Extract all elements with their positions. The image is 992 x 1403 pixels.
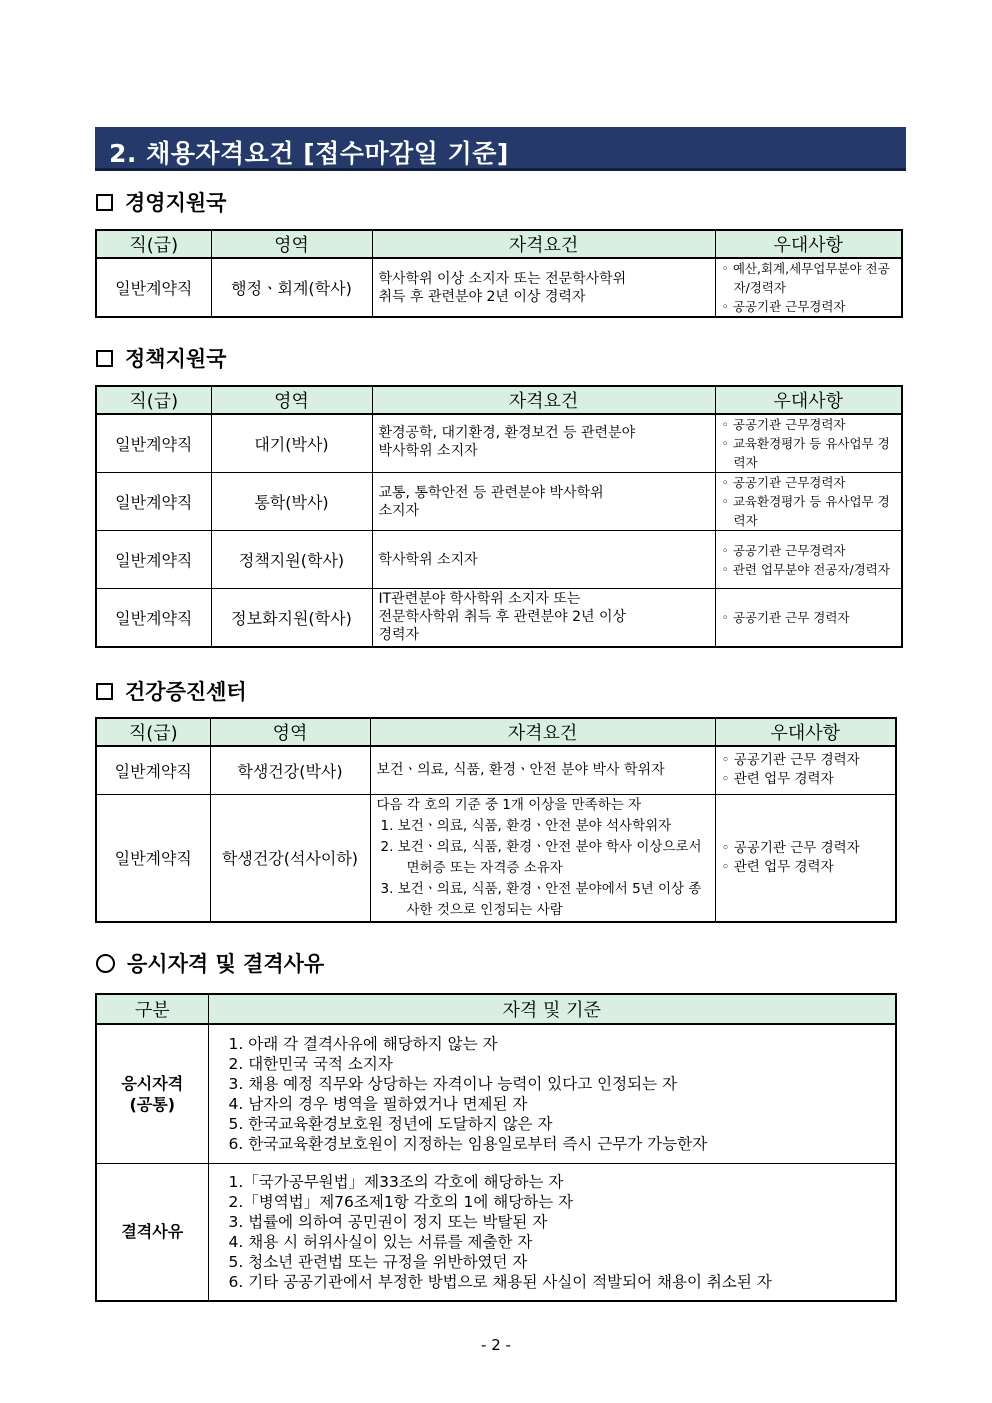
- header-pref: 우대사항: [715, 386, 902, 414]
- criteria-item: 2. 대한민국 국적 소지자: [228, 1054, 393, 1073]
- cell-field: 정책지원(학사): [211, 531, 372, 589]
- criteria-item: 1. 아래 각 결격사유에 해당하지 않는 자: [228, 1034, 498, 1053]
- pref-line: ◦ 공공기관 근무경력자: [721, 299, 846, 314]
- label-line: (공통): [129, 1094, 176, 1114]
- cell-field: 학생건강(박사): [210, 746, 370, 794]
- header-field: 영역: [210, 718, 370, 746]
- banner-title: 2. 채용자격요건 [접수마감일 기준]: [109, 139, 509, 168]
- criteria-item: 2.「병역법」제76조제1항 각호의 1에 해당하는 자: [228, 1192, 574, 1211]
- cell-grade: 일반계약직: [96, 473, 211, 531]
- table-row: [96, 1163, 896, 1301]
- qual-line: 학사학위 소지자: [378, 551, 478, 568]
- label-line: 응시자격: [121, 1073, 184, 1093]
- pref-line: ◦ 관련 업무분야 전공자/경력자: [721, 561, 890, 577]
- criteria-item: 4. 채용 시 허위사실이 있는 서류를 제출한 자: [228, 1232, 533, 1251]
- cell-qual: [372, 258, 715, 317]
- header-qual: 자격요건: [372, 386, 715, 414]
- criteria-item: 5. 청소년 관련법 또는 규정을 위반하였던 자: [228, 1252, 528, 1271]
- cell-pref: [715, 473, 902, 531]
- cell-qual: [372, 414, 715, 473]
- cell-grade: 일반계약직: [96, 589, 211, 647]
- table-row: [96, 589, 902, 647]
- section-title: 정책지원국: [125, 346, 227, 371]
- section-title: 응시자격 및 결격사유: [127, 951, 325, 976]
- qual-line: 취득 후 관련분야 2년 이상 경력자: [378, 288, 586, 305]
- pref-line: ◦ 교육환경평가 등 유사업무 경력자: [721, 494, 890, 528]
- cell-qual: [372, 473, 715, 531]
- circle-bullet-icon: [96, 954, 115, 973]
- cell-pref: [715, 589, 902, 647]
- cell-qual: [370, 794, 715, 922]
- qual-line: IT관련분야 학사학위 소지자 또는: [378, 591, 581, 608]
- cell-qual: [372, 589, 715, 647]
- cell-field: 행정ㆍ회계(학사): [211, 258, 372, 317]
- cell-qual: [370, 746, 715, 794]
- criteria-item: 3. 법률에 의하여 공민권이 정지 또는 박탈된 자: [228, 1212, 548, 1231]
- cell-field: 정보화지원(학사): [211, 589, 372, 647]
- pref-line: ◦ 공공기관 근무경력자: [721, 475, 846, 490]
- cell-criteria: [208, 1163, 896, 1301]
- qual-line: 전문학사학위 취득 후 관련분야 2년 이상: [378, 609, 627, 626]
- table-row: [96, 794, 896, 922]
- pref-line: ◦ 공공기관 근무경력자: [721, 417, 846, 432]
- qual-line: 소지자: [378, 502, 420, 519]
- table-row: [96, 746, 896, 794]
- cell-pref: [715, 746, 896, 794]
- header-category: 구분: [96, 994, 208, 1024]
- header-qual: 자격요건: [370, 718, 715, 746]
- header-field: 영역: [211, 230, 372, 258]
- qual-line: 교통, 통학안전 등 관련분야 박사학위: [378, 484, 604, 501]
- qual-line: 보건ㆍ의료, 식품, 환경ㆍ안전 분야 박사 학위자: [376, 762, 665, 779]
- header-qual: 자격요건: [372, 230, 715, 258]
- pref-line: ◦ 공공기관 근무경력자: [721, 542, 846, 558]
- cell-grade: 일반계약직: [96, 258, 211, 317]
- criteria-item: 4. 남자의 경우 병역을 필하였거나 면제된 자: [228, 1094, 528, 1113]
- page-number: - 2 -: [481, 1336, 511, 1354]
- criteria-item: 1.「국가공무원법」제33조의 각호에 해당하는 자: [228, 1172, 564, 1191]
- section-heading-policy: [96, 343, 226, 373]
- header-criteria: 자격 및 기준: [208, 994, 896, 1024]
- cell-pref: [715, 414, 902, 473]
- cell-pref: [715, 531, 902, 589]
- header-pref: 우대사항: [715, 718, 896, 746]
- qual-line: 박사학위 소지자: [378, 443, 478, 459]
- criteria-item: 6. 기타 공공기관에서 부정한 방법으로 채용된 사실이 적발되어 채용이 취소된 자: [228, 1272, 772, 1291]
- qual-line: 학사학위 이상 소지자 또는 전문학사학위: [378, 270, 627, 287]
- label-line: 결격사유: [121, 1222, 184, 1242]
- cell-grade: 일반계약직: [96, 531, 211, 589]
- header-pref: 우대사항: [715, 230, 902, 258]
- qual-line: 3. 보건ㆍ의료, 식품, 환경ㆍ안전 분야에서 5년 이상 종사한 것으로 인정되는 사람: [380, 880, 702, 918]
- cell-field: 통학(박사): [211, 473, 372, 531]
- header-grade: 직(급): [96, 230, 211, 258]
- section-title: 경영지원국: [125, 190, 227, 215]
- cell-pref: [715, 794, 896, 922]
- table-row: [96, 473, 902, 531]
- table-row: [96, 258, 902, 317]
- table-row: [96, 531, 902, 589]
- cell-criteria: [208, 1024, 896, 1163]
- criteria-item: 6. 한국교육환경보호원이 지정하는 임용일로부터 즉시 근무가 가능한자: [228, 1134, 708, 1153]
- criteria-item: 5. 한국교육환경보호원 정년에 도달하지 않은 자: [228, 1114, 553, 1133]
- header-grade: 직(급): [96, 386, 211, 414]
- pref-line: ◦ 공공기관 근무 경력자: [721, 609, 850, 625]
- checkbox-square-icon: [96, 683, 113, 700]
- table-mgmt: [95, 229, 903, 318]
- checkbox-square-icon: [96, 350, 113, 367]
- header-grade: 직(급): [96, 718, 210, 746]
- section-title: 건강증진센터: [125, 679, 247, 704]
- cell-field: 학생건강(석사이하): [210, 794, 370, 922]
- checkbox-square-icon: [96, 194, 113, 211]
- header-field: 영역: [211, 386, 372, 414]
- pref-line: ◦ 공공기관 근무 경력자: [721, 752, 860, 769]
- cell-qual: [372, 531, 715, 589]
- cell-grade: 일반계약직: [96, 746, 210, 794]
- cell-grade: 일반계약직: [96, 414, 211, 473]
- pref-line: ◦ 공공기관 근무 경력자: [721, 839, 860, 856]
- table-policy: [95, 385, 903, 648]
- table-row: [96, 1024, 896, 1163]
- cell-label: [96, 1163, 208, 1301]
- pref-line: ◦ 예산,회계,세무업무분야 전공자/경력자: [721, 261, 890, 295]
- cell-field: 대기(박사): [211, 414, 372, 473]
- section-heading-mgmt: [96, 187, 226, 217]
- section-heading-health: [96, 676, 247, 706]
- section-heading-eligibility: [96, 948, 324, 978]
- cell-label: [96, 1024, 208, 1163]
- qual-line: 다음 각 호의 기준 중 1개 이상을 만족하는 자: [376, 796, 642, 813]
- pref-line: ◦ 관련 업무 경력자: [721, 771, 834, 788]
- criteria-item: 3. 채용 예정 직무와 상당하는 자격이나 능력이 있다고 인정되는 자: [228, 1074, 677, 1093]
- table-health: [95, 717, 897, 923]
- cell-pref: [715, 258, 902, 317]
- qual-line: 2. 보건ㆍ의료, 식품, 환경ㆍ안전 분야 학사 이상으로서 면허증 또는 자격증 소유자: [380, 838, 702, 876]
- qual-line: 환경공학, 대기환경, 환경보건 등 관련분야: [378, 425, 636, 441]
- section-banner: [95, 127, 906, 171]
- cell-grade: 일반계약직: [96, 794, 210, 922]
- table-row: [96, 414, 902, 473]
- qual-line: 경력자: [378, 627, 420, 644]
- pref-line: ◦ 교육환경평가 등 유사업무 경력자: [721, 436, 890, 470]
- table-eligibility: [95, 993, 897, 1302]
- qual-line: 1. 보건ㆍ의료, 식품, 환경ㆍ안전 분야 석사학위자: [380, 817, 672, 834]
- pref-line: ◦ 관련 업무 경력자: [721, 858, 834, 875]
